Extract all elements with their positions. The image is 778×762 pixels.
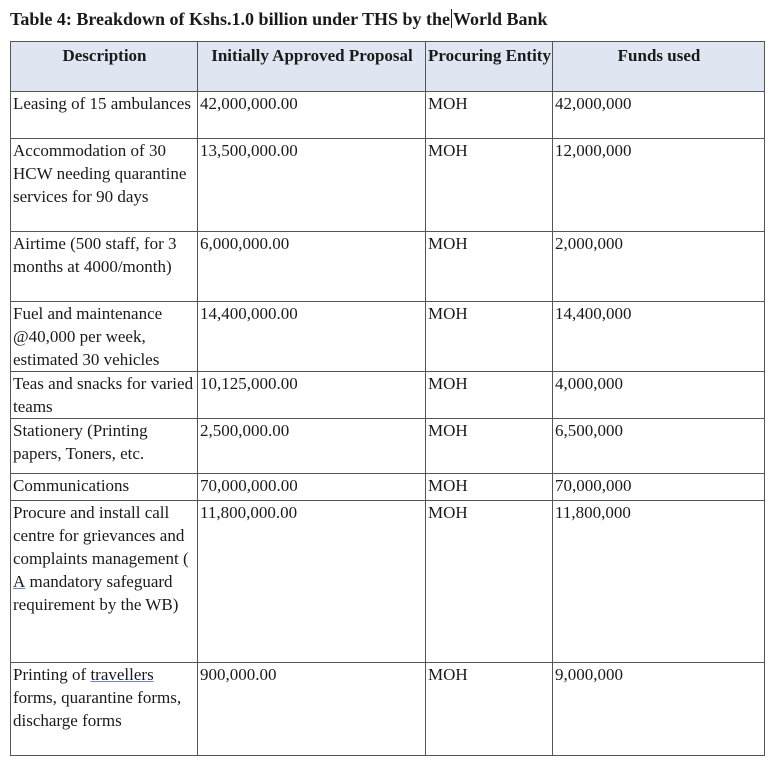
table-title: [10, 9, 548, 30]
cell-entity: MOH: [426, 92, 553, 139]
cell-entity: MOH: [426, 372, 553, 419]
table-row: [11, 139, 765, 232]
description-text: mandatory safeguard requirement by the WB): [13, 572, 179, 614]
cell-approved: 6,000,000.00: [198, 232, 426, 302]
table-row: [11, 372, 765, 419]
description-text: Procure and install call centre for grievances and complaints management: [13, 503, 185, 568]
table-row: [11, 302, 765, 372]
header-funds: Funds used: [553, 42, 765, 92]
header-description: Description: [11, 42, 198, 92]
cell-approved: 14,400,000.00: [198, 302, 426, 372]
cell-funds: 12,000,000: [553, 139, 765, 232]
cell-entity: MOH: [426, 501, 553, 663]
cell-description: Stationery (Printing papers, Toners, etc.: [11, 419, 198, 474]
cell-funds: 6,500,000: [553, 419, 765, 474]
breakdown-table: [10, 41, 765, 756]
table-row: [11, 419, 765, 474]
underlined-text: ( A: [13, 549, 189, 591]
cell-approved: 900,000.00: [198, 663, 426, 756]
text-cursor: [451, 9, 452, 28]
cell-funds: 70,000,000: [553, 474, 765, 501]
cell-description: Teas and snacks for varied teams: [11, 372, 198, 419]
description-text: forms, quarantine forms, discharge forms: [13, 688, 182, 730]
cell-description: Accommodation of 30 HCW needing quarantine services for 90 days: [11, 139, 198, 232]
cell-description: Fuel and maintenance @40,000 per week, estimated 30 vehicles: [11, 302, 198, 372]
cell-funds: 14,400,000: [553, 302, 765, 372]
table-row: [11, 232, 765, 302]
cell-approved: 11,800,000.00: [198, 501, 426, 663]
header-entity: Procuring Entity: [426, 42, 553, 92]
cell-description: [11, 663, 198, 756]
cell-description: [11, 501, 198, 663]
cell-entity: MOH: [426, 474, 553, 501]
cell-approved: 13,500,000.00: [198, 139, 426, 232]
cell-entity: MOH: [426, 139, 553, 232]
description-text: Printing of: [13, 665, 91, 684]
cell-funds: 9,000,000: [553, 663, 765, 756]
underlined-text: travellers: [90, 665, 154, 684]
cell-entity: MOH: [426, 663, 553, 756]
table-row: [11, 474, 765, 501]
cell-entity: MOH: [426, 302, 553, 372]
table-row: [11, 92, 765, 139]
cell-description: Airtime (500 staff, for 3 months at 4000/month): [11, 232, 198, 302]
cell-approved: 42,000,000.00: [198, 92, 426, 139]
cell-funds: 4,000,000: [553, 372, 765, 419]
cell-funds: 11,800,000: [553, 501, 765, 663]
title-text-end: World Bank: [452, 9, 548, 29]
title-text-start: Table 4: Breakdown of Kshs.1.0 billion under THS by the: [10, 9, 450, 29]
cell-approved: 2,500,000.00: [198, 419, 426, 474]
cell-funds: 2,000,000: [553, 232, 765, 302]
cell-entity: MOH: [426, 232, 553, 302]
cell-approved: 10,125,000.00: [198, 372, 426, 419]
cell-funds: 42,000,000: [553, 92, 765, 139]
cell-entity: MOH: [426, 419, 553, 474]
header-approved: Initially Approved Proposal: [198, 42, 426, 92]
table-row: [11, 501, 765, 663]
cell-description: Communications: [11, 474, 198, 501]
cell-approved: 70,000,000.00: [198, 474, 426, 501]
header-row: [11, 42, 765, 92]
cell-description: Leasing of 15 ambulances: [11, 92, 198, 139]
table-row: [11, 663, 765, 756]
